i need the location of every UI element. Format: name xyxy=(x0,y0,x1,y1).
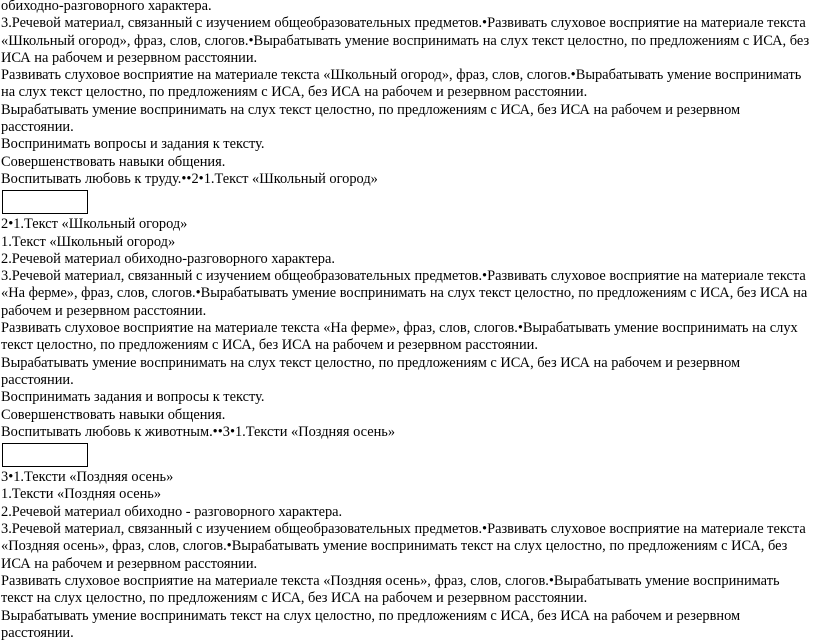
paragraph: 2.Речевой материал обиходно-разговорного характера. xyxy=(1,251,815,268)
paragraph: 1.Тексти «Поздняя осень» xyxy=(1,486,815,503)
image-placeholder-box xyxy=(2,190,88,214)
paragraph: Воспитывать любовь к животным.••3•1.Тексти «Поздняя осень» xyxy=(1,424,815,441)
paragraph: 2.Речевой материал обиходно - разговорного характера. xyxy=(1,504,815,521)
document-body xyxy=(1,0,815,642)
paragraph: 1.Текст «Школьный огород» xyxy=(1,234,815,251)
paragraph: 3.Речевой материал, связанный с изучением общеобразовательных предметов.•Развивать слуховое восприятие на материале текста «Поздняя осень», фраз, слов, слогов.•Вырабатывать умение воспринимать текст на слух целостно, по предложениям с ИСА, без ИСА на рабочем и резервном расстоянии. xyxy=(1,521,815,573)
paragraph: Воспринимать вопросы и задания к тексту. xyxy=(1,136,815,153)
paragraph: 3.Речевой материал, связанный с изучением общеобразовательных предметов.•Развивать слуховое восприятие на материале текста «На ферме», фраз, слов, слогов.•Вырабатывать умение воспринимать на слух текст целостно, по предложениям с ИСА, без ИСА на рабочем и резервном расстоянии. xyxy=(1,268,815,320)
paragraph: Воспитывать любовь к труду.••2•1.Текст «Школьный огород» xyxy=(1,171,815,188)
paragraph: Развивать слуховое восприятие на материале текста «На ферме», фраз, слов, слогов.•Вырабатывать умение воспринимать на слух текст целостно, по предложениям с ИСА, без ИСА на рабочем и резервном расстоянии. xyxy=(1,320,815,355)
paragraph: Воспринимать задания и вопросы к тексту. xyxy=(1,389,815,406)
paragraph: 3•1.Тексти «Поздняя осень» xyxy=(1,469,815,486)
paragraph: 3.Речевой материал, связанный с изучением общеобразовательных предметов.•Развивать слуховое восприятие на материале текста «Школьный огород», фраз, слов, слогов.•Вырабатывать умение воспринимать на слух текст целостно, по предложениям с ИСА, без ИСА на рабочем и резервном расстоянии. xyxy=(1,15,815,67)
paragraph: Вырабатывать умение воспринимать на слух текст целостно, по предложениям с ИСА, без ИСА на рабочем и резервном расстоянии. xyxy=(1,355,815,390)
image-placeholder-box xyxy=(2,443,88,467)
paragraph: Развивать слуховое восприятие на материале текста «Поздняя осень», фраз, слов, слогов.•Вырабатывать умение воспринимать текст на слух целостно, по предложениям с ИСА, без ИСА на рабочем и резервном расстоянии. xyxy=(1,573,815,608)
paragraph: Вырабатывать умение воспринимать текст на слух целостно, по предложениям с ИСА, без ИСА на рабочем и резервном расстоянии. xyxy=(1,608,815,642)
paragraph: 2•1.Текст «Школьный огород» xyxy=(1,216,815,233)
paragraph: Совершенствовать навыки общения. xyxy=(1,154,815,171)
paragraph: Развивать слуховое восприятие на материале текста «Школьный огород», фраз, слов, слогов.•Вырабатывать умение воспринимать на слух текст целостно, по предложениям с ИСА, без ИСА на рабочем и резервном расстоянии. xyxy=(1,67,815,102)
paragraph: обиходно-разговорного характера. xyxy=(1,0,815,15)
paragraph: Совершенствовать навыки общения. xyxy=(1,407,815,424)
paragraph: Вырабатывать умение воспринимать на слух текст целостно, по предложениям с ИСА, без ИСА на рабочем и резервном расстоянии. xyxy=(1,102,815,137)
